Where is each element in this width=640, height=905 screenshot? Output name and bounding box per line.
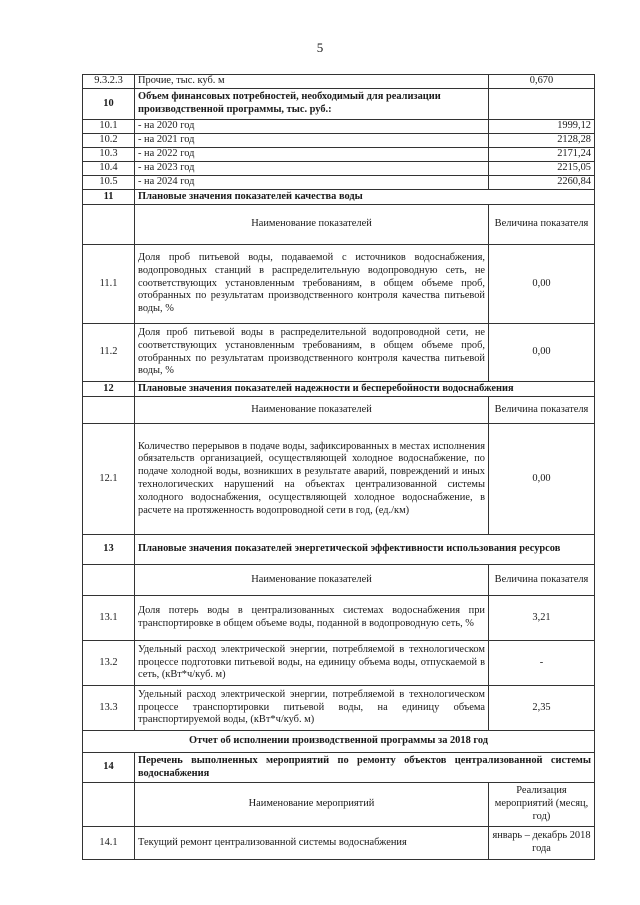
row-number: 9.3.2.3 — [83, 75, 135, 89]
table-row — [83, 245, 595, 324]
section-header-10 — [83, 89, 595, 120]
empty-cell — [83, 565, 135, 596]
section-number: 14 — [83, 753, 135, 783]
table-row — [83, 176, 595, 190]
report-title-row — [83, 731, 595, 753]
table-row — [83, 827, 595, 860]
table-row — [83, 120, 595, 134]
column-header-name: Наименование показателей — [135, 565, 489, 596]
row-value: 0,670 — [489, 75, 595, 89]
row-value: 2128,28 — [489, 134, 595, 148]
row-text: Количество перерывов в подаче воды, зафиксированных в местах исполнения обязательств организацией, осуществляющей холодное водоснабжение, по подаче холодной воды, возникших в результате аварий, повреждений и иных технологических нарушений на объектах централизованной системы холодного водоснабжения, осуществляющей холодное водоснабжение, в расчете на протяженность водопроводной сети в год, (ед./км) — [135, 424, 489, 535]
empty-cell — [83, 397, 135, 424]
row-value: 0,00 — [489, 245, 595, 324]
section-number: 10 — [83, 89, 135, 120]
row-value: 2,35 — [489, 686, 595, 731]
row-number: 10.2 — [83, 134, 135, 148]
row-text: - на 2022 год — [135, 148, 489, 162]
column-header-row — [83, 783, 595, 827]
table-row — [83, 324, 595, 382]
row-value: 2215,05 — [489, 162, 595, 176]
table-row — [83, 424, 595, 535]
row-value: 2171,24 — [489, 148, 595, 162]
row-number: 11.2 — [83, 324, 135, 382]
section-number: 13 — [83, 535, 135, 565]
row-value: 1999,12 — [489, 120, 595, 134]
section-title: Перечень выполненных мероприятий по ремонту объектов централизованной системы водоснабжения — [135, 753, 595, 783]
row-value: 0,00 — [489, 324, 595, 382]
section-number: 11 — [83, 190, 135, 205]
row-number: 11.1 — [83, 245, 135, 324]
row-text: Удельный расход электрической энергии, потребляемой в технологическом процессе подготовки питьевой воды, на единицу объема воды, отпускаемой в сеть, (кВт*ч/куб. м) — [135, 641, 489, 686]
section-number: 12 — [83, 382, 135, 397]
section-title: Плановые значения показателей надежности и бесперебойности водоснабжения — [135, 382, 595, 397]
empty-cell — [489, 89, 595, 120]
table-row — [83, 162, 595, 176]
table-row — [83, 641, 595, 686]
column-header-value: Величина показателя — [489, 397, 595, 424]
row-value: 3,21 — [489, 596, 595, 641]
table-row — [83, 596, 595, 641]
row-value: - — [489, 641, 595, 686]
row-number: 14.1 — [83, 827, 135, 860]
column-header-name: Наименование показателей — [135, 205, 489, 245]
section-title: Плановые значения показателей качества воды — [135, 190, 595, 205]
column-header-name: Наименование мероприятий — [135, 783, 489, 827]
row-text: Доля потерь воды в централизованных системах водоснабжения при транспортировке в общем объеме воды, поданной в водопроводную сеть, % — [135, 596, 489, 641]
table-row — [83, 134, 595, 148]
table-row — [83, 148, 595, 162]
table-row — [83, 75, 595, 89]
row-text: Доля проб питьевой воды, подаваемой с источников водоснабжения, водопроводных станций в распределительную водопроводную сеть, не соответствующих установленным требованиям, в общем объеме проб, отобранных по результатам производственного контроля качества питьевой воды, % — [135, 245, 489, 324]
section-header-11 — [83, 190, 595, 205]
row-text: - на 2021 год — [135, 134, 489, 148]
row-text: Удельный расход электрической энергии, потребляемой в технологическом процессе транспортировки питьевой воды, на единицу объема транспортируемой воды, (кВт*ч/куб. м) — [135, 686, 489, 731]
row-value: январь – декабрь 2018 года — [489, 827, 595, 860]
row-number: 13.3 — [83, 686, 135, 731]
column-header-value: Величина показателя — [489, 565, 595, 596]
row-number: 12.1 — [83, 424, 135, 535]
row-text: Доля проб питьевой воды в распределительной водопроводной сети, не соответствующих установленным требованиям, в общем объеме проб, отобранных по результатам производственного контроля качества питьевой воды, % — [135, 324, 489, 382]
page-number: 5 — [316, 40, 324, 55]
row-number: 10.3 — [83, 148, 135, 162]
column-header-name: Наименование показателей — [135, 397, 489, 424]
column-header-row — [83, 397, 595, 424]
row-number: 10.4 — [83, 162, 135, 176]
row-value: 0,00 — [489, 424, 595, 535]
report-title: Отчет об исполнении производственной программы за 2018 год — [83, 731, 595, 753]
section-title: Объем финансовых потребностей, необходимый для реализации производственной программы, тыс. руб.: — [135, 89, 489, 120]
row-text: - на 2024 год — [135, 176, 489, 190]
row-number: 13.1 — [83, 596, 135, 641]
table-row — [83, 686, 595, 731]
section-header-12 — [83, 382, 595, 397]
column-header-value: Реализация мероприятий (месяц, год) — [489, 783, 595, 827]
empty-cell — [83, 783, 135, 827]
production-program-table — [82, 74, 595, 860]
row-number: 10.1 — [83, 120, 135, 134]
row-text: Текущий ремонт централизованной системы водоснабжения — [135, 827, 489, 860]
row-number: 13.2 — [83, 641, 135, 686]
section-title: Плановые значения показателей энергетической эффективности использования ресурсов — [135, 535, 595, 565]
section-header-13 — [83, 535, 595, 565]
row-value: 2260,84 — [489, 176, 595, 190]
row-number: 10.5 — [83, 176, 135, 190]
empty-cell — [83, 205, 135, 245]
row-text: - на 2023 год — [135, 162, 489, 176]
section-header-14 — [83, 753, 595, 783]
row-text: Прочие, тыс. куб. м — [135, 75, 489, 89]
row-text: - на 2020 год — [135, 120, 489, 134]
column-header-value: Величина показателя — [489, 205, 595, 245]
column-header-row — [83, 205, 595, 245]
column-header-row — [83, 565, 595, 596]
